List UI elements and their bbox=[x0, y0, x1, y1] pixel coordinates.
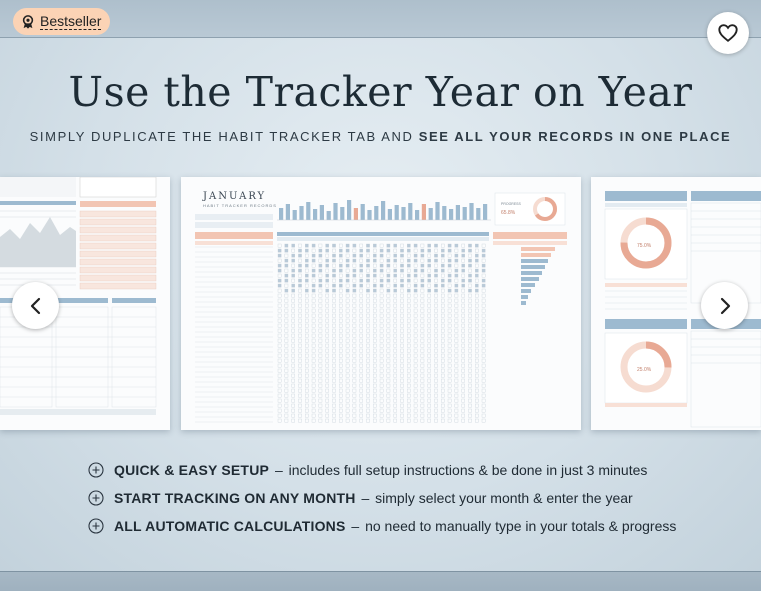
feature-item: START TRACKING ON ANY MONTH – simply select your month & enter the year bbox=[88, 490, 633, 506]
chart-bar bbox=[320, 205, 324, 220]
feature-item: ALL AUTOMATIC CALCULATIONS – no need to manually type in your totals & progress bbox=[88, 518, 676, 534]
preview-sheet-main bbox=[181, 177, 581, 430]
feature-desc: simply select your month & enter the year bbox=[375, 490, 633, 506]
favorite-button[interactable] bbox=[707, 12, 749, 54]
chart-bar bbox=[442, 206, 446, 220]
chart-bar bbox=[456, 205, 460, 220]
chart-bar bbox=[435, 202, 439, 220]
feature-title: START TRACKING ON ANY MONTH bbox=[114, 490, 356, 506]
progress-label: PROGRESS bbox=[501, 202, 521, 206]
plus-circle-icon bbox=[88, 490, 104, 506]
chart-bar bbox=[388, 209, 392, 220]
chart-bar bbox=[476, 208, 480, 220]
chart-bar bbox=[449, 209, 453, 220]
top-band bbox=[0, 0, 761, 38]
chart-bar bbox=[354, 208, 358, 220]
chart-bar bbox=[347, 200, 351, 220]
habit-bar-chart bbox=[279, 200, 487, 220]
chart-bar bbox=[429, 208, 433, 220]
sheet-month: JANUARY bbox=[203, 191, 267, 202]
chart-bar bbox=[340, 207, 344, 220]
progress-value: 65.8% bbox=[501, 210, 516, 216]
chevron-right-icon bbox=[715, 296, 735, 316]
sheet-subtitle: HABIT TRACKER RECORDS bbox=[203, 203, 277, 208]
feature-title: ALL AUTOMATIC CALCULATIONS bbox=[114, 518, 346, 534]
subheadline-bold: SEE ALL YOUR RECORDS IN ONE PLACE bbox=[418, 129, 732, 144]
headline: Use the Tracker Year on Year bbox=[68, 68, 693, 116]
chart-bar bbox=[483, 204, 487, 220]
plus-circle-icon bbox=[88, 518, 104, 534]
chart-bar bbox=[293, 210, 297, 220]
chart-bar bbox=[327, 211, 331, 220]
feature-desc: no need to manually type in your totals & progress bbox=[365, 518, 677, 534]
chart-bar bbox=[279, 208, 283, 220]
bottom-band bbox=[0, 571, 761, 591]
chevron-left-icon bbox=[26, 296, 46, 316]
chart-bar bbox=[306, 202, 310, 220]
carousel-prev-button[interactable] bbox=[12, 282, 59, 329]
chart-bar bbox=[313, 209, 317, 220]
right-top-value: 75.0% bbox=[637, 243, 652, 249]
carousel-next-button[interactable] bbox=[701, 282, 748, 329]
feature-desc: includes full setup instructions & be done in just 3 minutes bbox=[288, 462, 648, 478]
subheadline-plain: SIMPLY DUPLICATE THE HABIT TRACKER TAB AND bbox=[29, 129, 419, 144]
chart-bar bbox=[367, 210, 371, 220]
chart-bar bbox=[422, 204, 426, 220]
chart-bar bbox=[395, 205, 399, 220]
chart-bar bbox=[401, 207, 405, 220]
heart-icon bbox=[717, 22, 739, 44]
chart-bar bbox=[463, 207, 467, 220]
feature-title: QUICK & EASY SETUP bbox=[114, 462, 270, 478]
chart-bar bbox=[286, 204, 290, 220]
chart-bar bbox=[469, 203, 473, 220]
award-icon bbox=[21, 15, 35, 29]
chart-bar bbox=[408, 203, 412, 220]
badge-label: Bestseller bbox=[40, 12, 102, 29]
sheet-main-graphic bbox=[181, 177, 581, 430]
right-bottom-value: 25.0% bbox=[637, 367, 652, 373]
chart-bar bbox=[415, 210, 419, 220]
chart-bar bbox=[299, 206, 303, 220]
chart-bar bbox=[374, 206, 378, 220]
bestseller-badge[interactable] bbox=[13, 8, 110, 35]
subheadline bbox=[0, 129, 761, 144]
plus-circle-icon bbox=[88, 462, 104, 478]
chart-bar bbox=[361, 204, 365, 220]
chart-bar bbox=[381, 201, 385, 220]
feature-item: QUICK & EASY SETUP – includes full setup instructions & be done in just 3 minutes bbox=[88, 462, 647, 478]
chart-bar bbox=[333, 203, 337, 220]
